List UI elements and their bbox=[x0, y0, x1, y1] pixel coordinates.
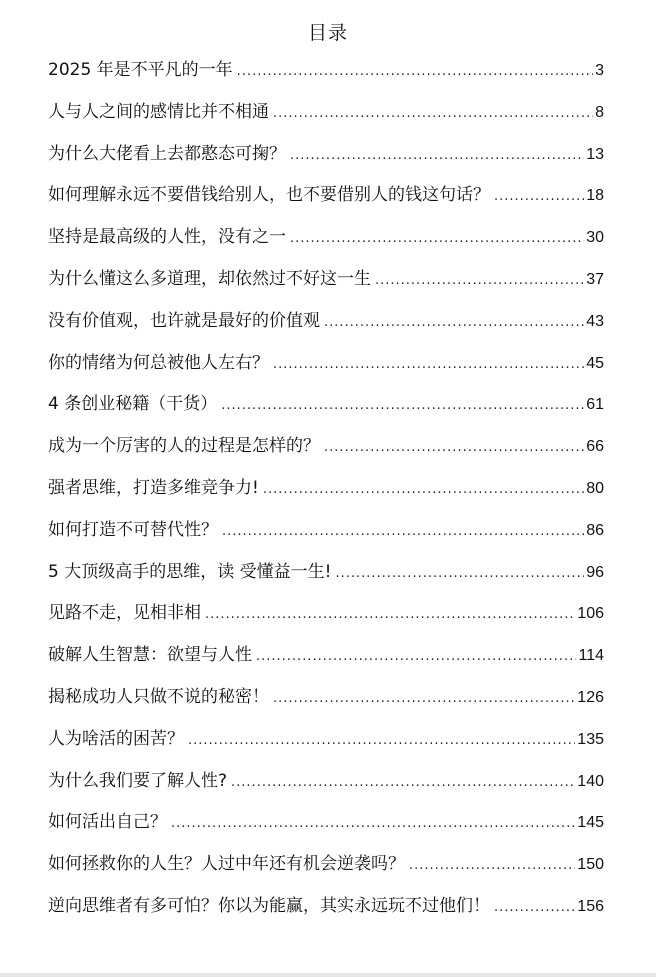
toc-entry-title: 如何活出自己？ bbox=[48, 812, 167, 833]
dot-leader bbox=[335, 562, 584, 586]
page-bottom-edge bbox=[0, 973, 656, 977]
dot-leader bbox=[273, 353, 584, 377]
toc-entry-title: 为什么我们要了解人性? bbox=[48, 770, 228, 791]
toc-entry[interactable] bbox=[48, 100, 604, 142]
toc-entry[interactable] bbox=[48, 601, 604, 643]
toc-entry-page-number: 145 bbox=[577, 814, 604, 832]
toc-entry[interactable] bbox=[48, 267, 604, 309]
toc-entry-page-number: 18 bbox=[586, 187, 604, 205]
toc-entry[interactable] bbox=[48, 225, 604, 267]
toc-entry-page-number: 135 bbox=[577, 730, 604, 748]
dot-leader bbox=[222, 520, 584, 544]
dot-leader bbox=[231, 771, 575, 795]
toc-entry[interactable] bbox=[48, 894, 604, 936]
dot-leader bbox=[290, 144, 584, 168]
toc-entry-title: 人与人之间的感情比并不相通 bbox=[48, 101, 269, 122]
dot-leader bbox=[221, 394, 584, 418]
toc-entry-page-number: 150 bbox=[577, 856, 604, 874]
toc-entry[interactable] bbox=[48, 58, 604, 100]
toc-entry[interactable] bbox=[48, 769, 604, 811]
toc-entry-title: 坚持是最高级的人性，没有之一 bbox=[48, 227, 286, 248]
dot-leader bbox=[494, 896, 575, 920]
toc-entry-title: 没有价值观，也许就是最好的价值观 bbox=[48, 310, 320, 331]
toc-entry-title: 揭秘成功人只做不说的秘密！ bbox=[48, 686, 269, 707]
toc-entry[interactable] bbox=[48, 392, 604, 434]
toc-entry-title: 4 条创业秘籍（干货） bbox=[48, 394, 218, 415]
toc-entry[interactable] bbox=[48, 434, 604, 476]
toc-entry[interactable] bbox=[48, 727, 604, 769]
dot-leader bbox=[324, 311, 584, 335]
dot-leader bbox=[256, 645, 576, 669]
toc-entry[interactable] bbox=[48, 476, 604, 518]
toc-entry-page-number: 126 bbox=[577, 688, 604, 706]
toc-entry-page-number: 45 bbox=[586, 354, 604, 372]
toc-entry[interactable] bbox=[48, 142, 604, 184]
toc-entry-title: 你的情绪为何总被他人左右？ bbox=[48, 352, 269, 373]
toc-entry[interactable] bbox=[48, 685, 604, 727]
toc-entry[interactable] bbox=[48, 643, 604, 685]
dot-leader bbox=[171, 812, 575, 836]
toc-entry-title: 2025 年是不平凡的一年 bbox=[48, 60, 233, 80]
toc-entry-page-number: 13 bbox=[586, 145, 604, 163]
toc-entry-page-number: 106 bbox=[577, 605, 604, 623]
toc-entry-title: 5 大顶级高手的思维，读 受懂益一生! bbox=[48, 561, 332, 582]
toc-entry[interactable] bbox=[48, 309, 604, 351]
toc-entry-title: 如何拯救你的人生？人过中年还有机会逆袭吗？ bbox=[48, 854, 405, 875]
toc-entry[interactable] bbox=[48, 852, 604, 894]
toc-entry-title: 为什么懂这么多道理，却依然过不好这一生 bbox=[48, 268, 371, 289]
toc-entry-title: 强者思维，打造多维竞争力! bbox=[48, 477, 259, 498]
toc-entry[interactable] bbox=[48, 518, 604, 560]
toc-entry-page-number: 140 bbox=[577, 772, 604, 790]
toc-title: 目录 bbox=[307, 22, 348, 44]
dot-leader bbox=[188, 729, 575, 753]
dot-leader bbox=[273, 102, 593, 126]
dot-leader bbox=[375, 269, 584, 293]
toc-entry-title: 如何理解永远不要借钱给别人，也不要借别人的钱这句话？ bbox=[48, 185, 490, 206]
toc-entry[interactable] bbox=[48, 810, 604, 852]
dot-leader bbox=[263, 478, 584, 502]
toc-entry-page-number: 43 bbox=[586, 312, 604, 330]
toc-entry-page-number: 61 bbox=[586, 396, 604, 414]
toc-entry-title: 逆向思维者有多可怕？你以为能赢，其实永远玩不过他们！ bbox=[48, 895, 490, 916]
toc-entry-page-number: 66 bbox=[586, 438, 604, 456]
toc-list bbox=[48, 58, 604, 936]
toc-entry-title: 人为啥活的困苦？ bbox=[48, 728, 184, 749]
toc-entry-page-number: 37 bbox=[586, 270, 604, 288]
toc-entry-page-number: 8 bbox=[595, 103, 604, 121]
dot-leader bbox=[494, 185, 584, 209]
toc-entry-page-number: 3 bbox=[595, 62, 604, 79]
toc-entry[interactable] bbox=[48, 183, 604, 225]
toc-entry[interactable] bbox=[48, 560, 604, 602]
dot-leader bbox=[324, 436, 584, 460]
toc-entry-title: 破解人生智慧：欲望与人性 bbox=[48, 645, 252, 666]
toc-entry-title: 为什么大佬看上去都憨态可掬？ bbox=[48, 143, 286, 164]
toc-entry-page-number: 86 bbox=[586, 521, 604, 539]
dot-leader bbox=[290, 227, 584, 251]
dot-leader bbox=[273, 687, 575, 711]
toc-entry-page-number: 30 bbox=[586, 229, 604, 247]
toc-entry-page-number: 96 bbox=[586, 563, 604, 581]
toc-entry-page-number: 114 bbox=[578, 647, 604, 665]
toc-entry-page-number: 80 bbox=[586, 479, 604, 497]
dot-leader bbox=[205, 603, 575, 627]
toc-entry-title: 成为一个厉害的人的过程是怎样的？ bbox=[48, 436, 320, 457]
toc-entry-title: 见路不走，见相非相 bbox=[48, 603, 201, 624]
toc-entry[interactable] bbox=[48, 351, 604, 393]
dot-leader bbox=[237, 60, 593, 84]
toc-entry-title: 如何打造不可替代性？ bbox=[48, 519, 218, 540]
toc-entry-page-number: 156 bbox=[577, 897, 604, 915]
dot-leader bbox=[409, 854, 575, 878]
